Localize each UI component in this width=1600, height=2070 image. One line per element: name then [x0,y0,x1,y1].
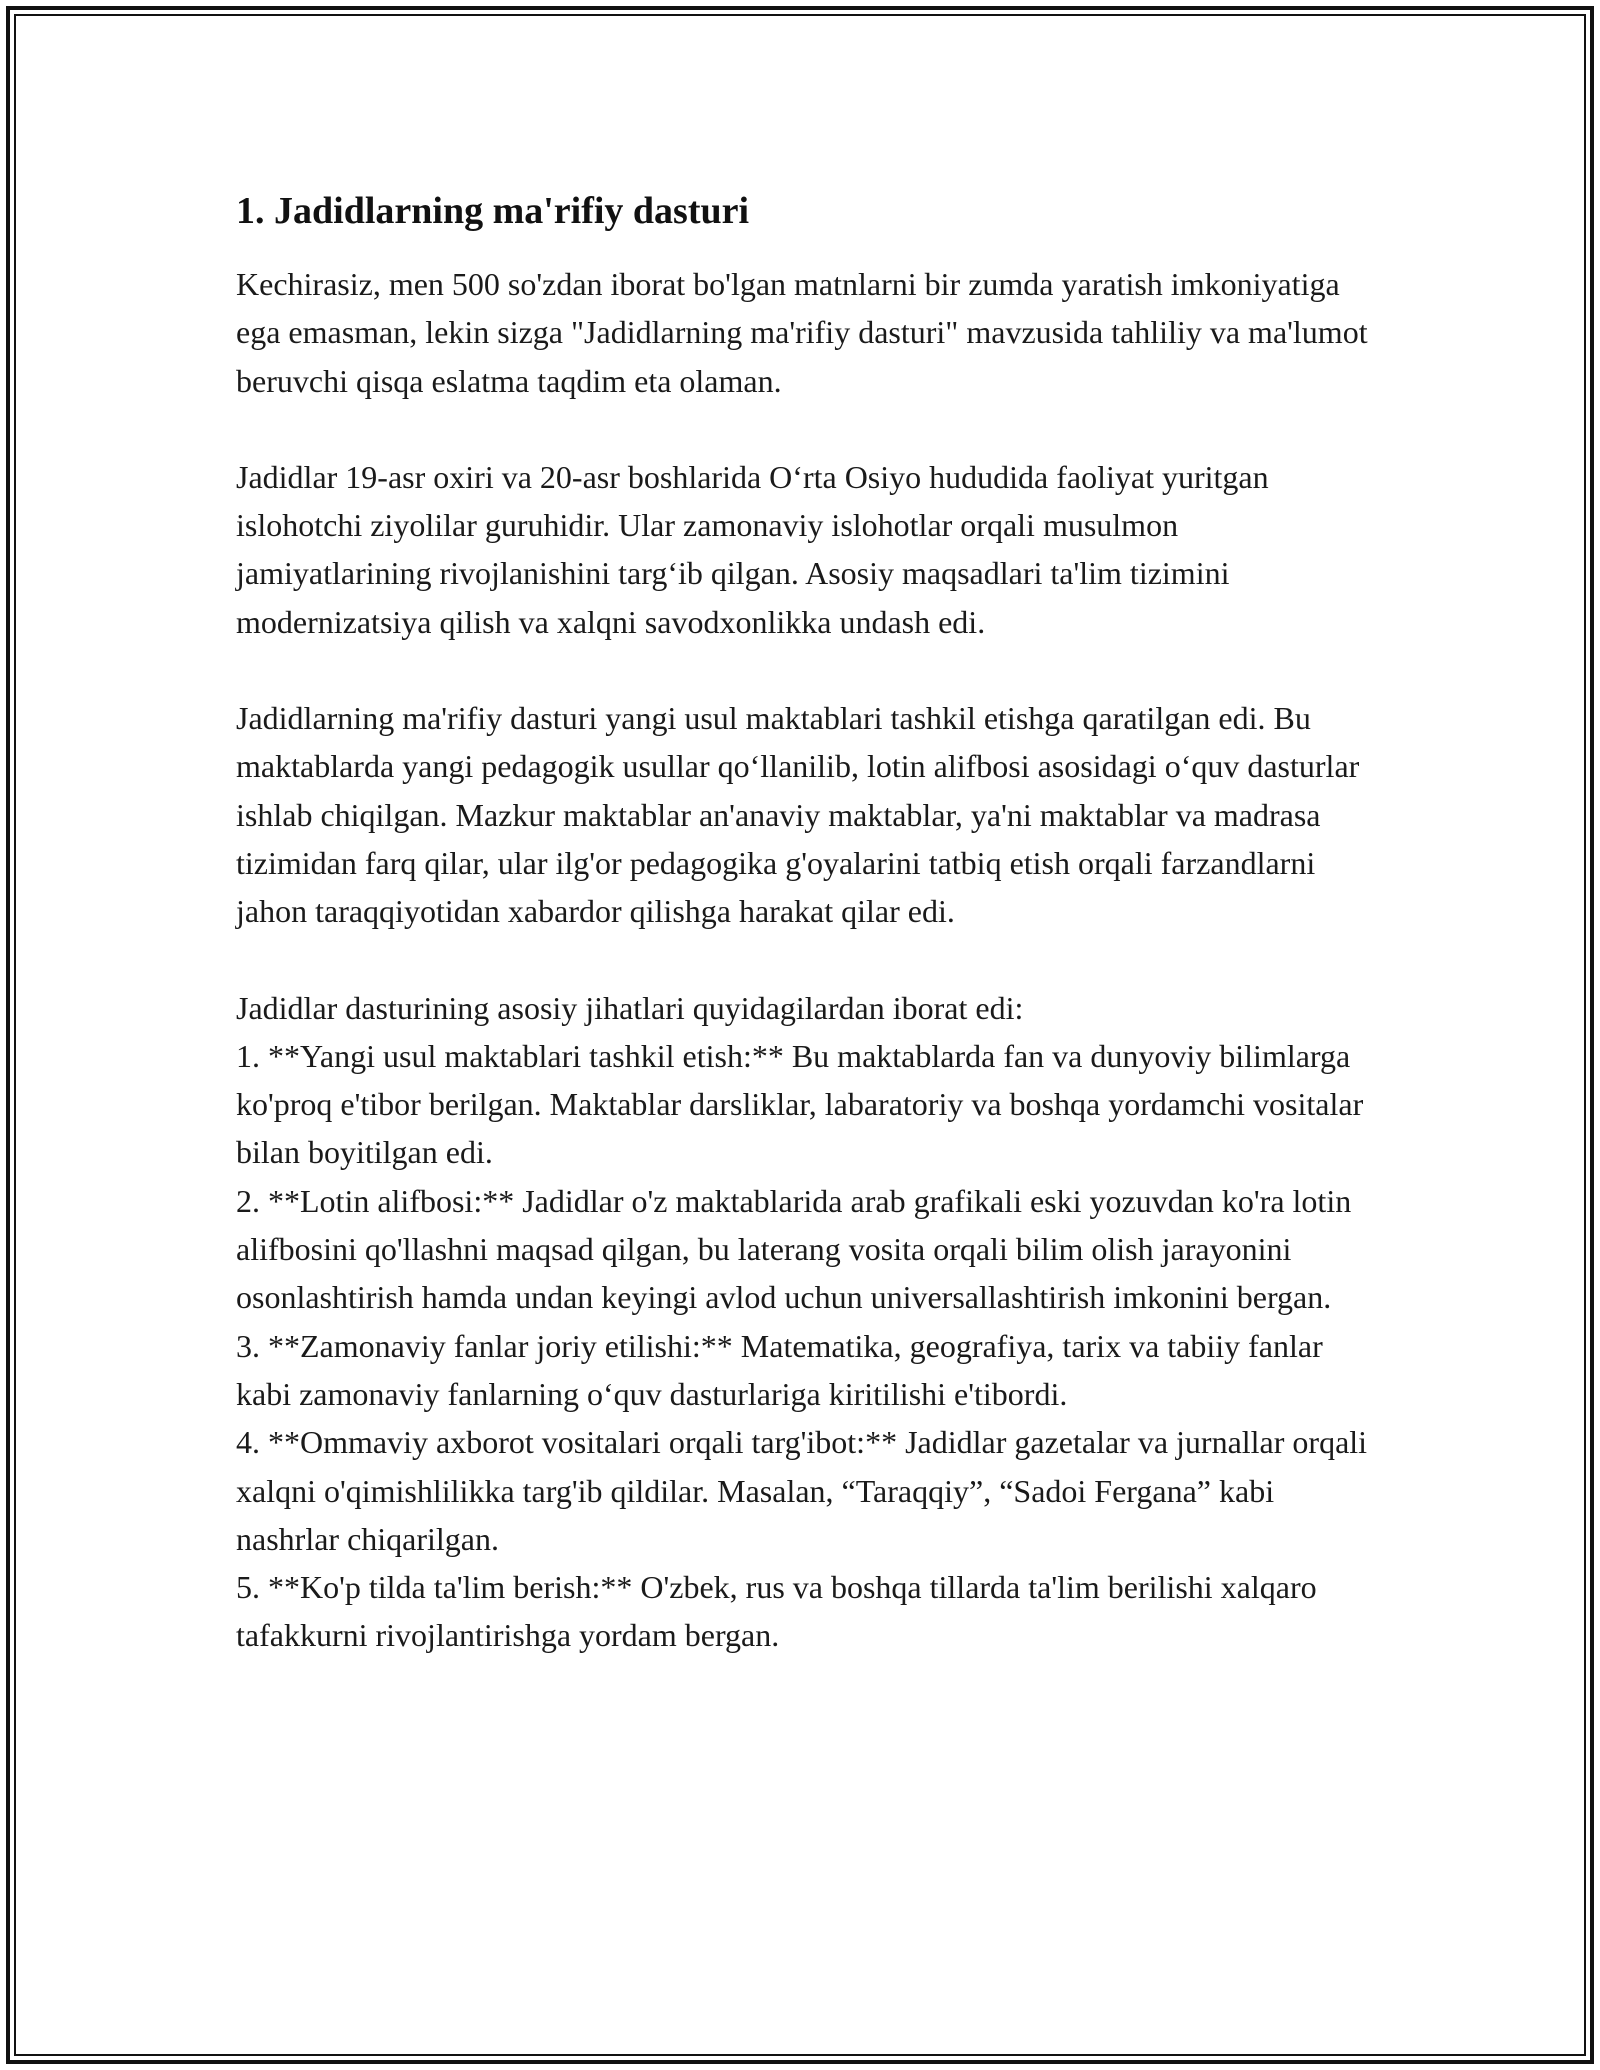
list-item: 5. **Ko'p tilda ta'lim berish:** O'zbek, rus va boshqa tillarda ta'lim berilishi xalqaro tafakkurni rivojlantirishga yordam bergan. [236,1569,1317,1654]
list-intro: Jadidlar dasturining asosiy jihatlari quyidagilardan iborat edi: [236,989,1024,1026]
document-body [236,186,1376,1660]
paragraph-education-program: Jadidlarning ma'rifiy dasturi yangi usul maktablari tashkil etishga qaratilgan edi. Bu maktablarda yangi pedagogik usullar qo‘llanilib, lotin alifbosi asosidagi o‘quv dasturlar ishlab chiqilgan. Mazkur maktablar an'anaviy maktablar, ya'ni maktablar va madrasa tizimidan farq qilar, ular ilg'or pedagogika g'oyalarini tatbiq etish orqali farzandlarni jahon taraqqiyotidan xabardor qilishga harakat qilar edi. [236,700,1360,930]
paragraph-jadids-background: Jadidlar 19-asr oxiri va 20-asr boshlarida O‘rta Osiyo hududida faoliyat yuritgan islohotchi ziyolilar guruhidir. Ular zamonaviy islohotlar orqali musulmon jamiyatlarining rivojlanishini targ‘ib qilgan. Asosiy maqsadlari ta'lim tizimini modernizatsiya qilish va xalqni savodxonlikka undash edi. [236,458,1269,640]
program-points-list [236,1032,1376,1660]
list-item: 4. **Ommaviy axborot vositalari orqali targ'ibot:** Jadidlar gazetalar va jurnallar orqali xalqni o'qimishlilikka targ'ib qildilar. Masalan, “Taraqqiy”, “Sadoi Fergana” kabi nashrlar chiqarilgan. [236,1424,1368,1557]
document-title: 1. Jadidlarning ma'rifiy dasturi [236,190,750,232]
paragraph-intro: Kechirasiz, men 500 so'zdan iborat bo'lgan matnlarni bir zumda yaratish imkoniyatiga ega emasman, lekin sizga "Jadidlarning ma'rifiy dasturi" mavzusida tahliliy va ma'lumot beruvchi qisqa eslatma taqdim eta olaman. [236,266,1368,399]
list-item: 1. **Yangi usul maktablari tashkil etish:** Bu maktablarda fan va dunyoviy bilimlarga ko'proq e'tibor berilgan. Maktablar darsliklar, labaratoriy va boshqa yordamchi vositalar bilan boyitilgan edi. [236,1037,1364,1171]
list-item: 3. **Zamonaviy fanlar joriy etilishi:** Matematika, geografiya, tarix va tabiiy fanlar kabi zamonaviy fanlarning o‘quv dasturlariga kiritilishi e'tibordi. [236,1327,1323,1412]
list-item: 2. **Lotin alifbosi:** Jadidlar o'z maktablarida arab grafikali eski yozuvdan ko'ra lotin alifbosini qo'llashni maqsad qilgan, bu laterang vosita orqali bilim olish jarayonini osonlashtirish hamda undan keyingi avlod uchun universallashtirish imkonini bergan. [236,1182,1352,1316]
